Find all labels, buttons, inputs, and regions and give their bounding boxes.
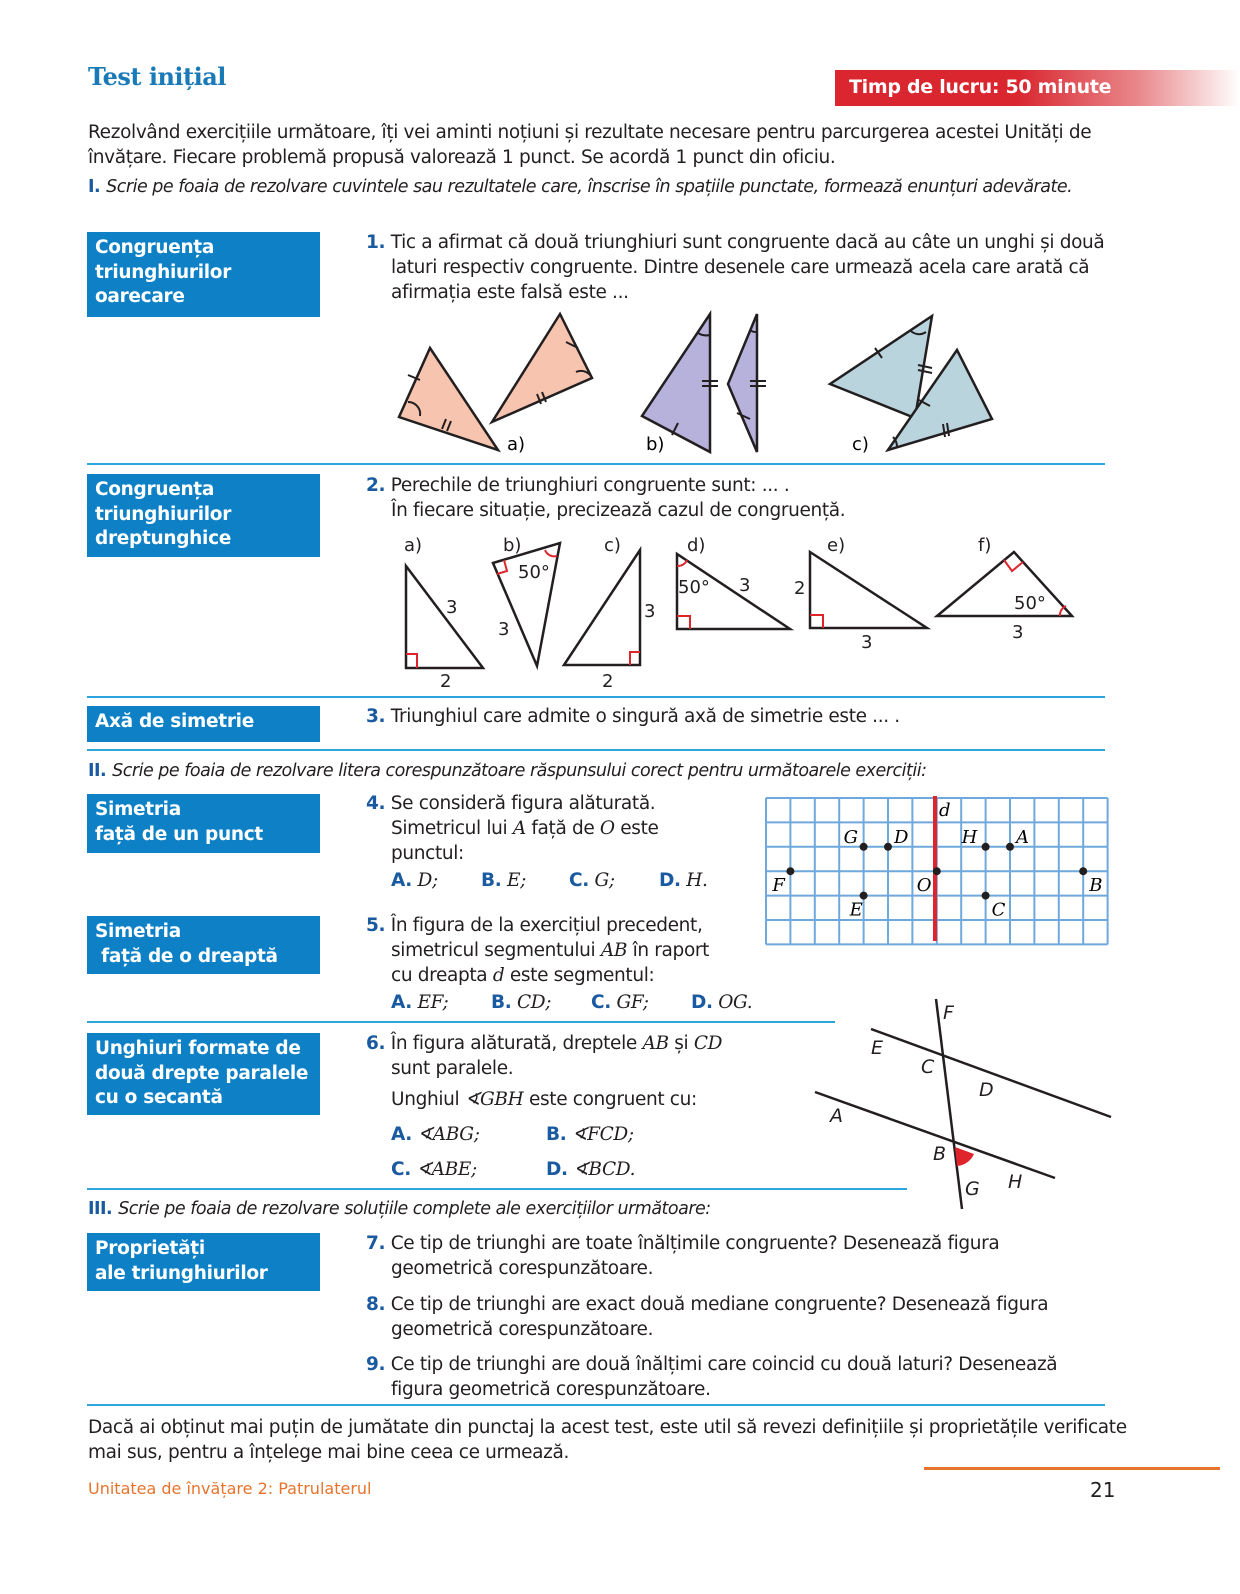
- grid-point-label-E: E: [849, 899, 863, 921]
- axis-label-d: d: [939, 800, 951, 821]
- svg-text:D: D: [979, 1079, 994, 1101]
- question-6: 6. În figura alăturată, dreptele AB și CD sunt paralele. Unghiul ∢GBH este congruent cu: A. ∢ABG; B. ∢FCD; C. ∢ABE; D. ∢BCD.: [366, 1033, 723, 1180]
- grid-figure: [764, 796, 1109, 946]
- grid-point-label-C: C: [991, 899, 1006, 921]
- q6-option-b[interactable]: B. ∢FCD;: [546, 1124, 634, 1145]
- divider: [87, 749, 1105, 751]
- figure-label-c: c): [604, 535, 621, 556]
- question-5: 5. În figura de la exercițiul precedent, simetricul segmentului AB în raport cu dreapta d este segmentul: A. EF; B. CD; C. GF; D. OG.: [366, 915, 753, 1013]
- q4-option-a[interactable]: A. D;: [391, 870, 438, 891]
- svg-text:2: 2: [440, 671, 452, 692]
- svg-text:3: 3: [861, 632, 873, 653]
- question-8: 8. Ce tip de triunghi are exact două mediane congruente? Desenează figura geometrică corespunzătoare.: [366, 1294, 1049, 1340]
- line-cd: [871, 1029, 1111, 1117]
- grid-point-O: [933, 867, 941, 875]
- q4-option-c[interactable]: C. G;: [569, 870, 615, 891]
- divider: [87, 1021, 835, 1023]
- q5-option-a[interactable]: A. EF;: [391, 992, 449, 1013]
- question-7: 7. Ce tip de triunghi are toate înălțimile congruente? Desenează figura geometrică corespunzătoare.: [366, 1233, 1000, 1279]
- section-numeral: I.: [88, 177, 101, 197]
- divider: [87, 1404, 1105, 1406]
- footer-rule: [924, 1467, 1220, 1470]
- grid-point-label-G: G: [843, 826, 858, 848]
- grid-point-H: [982, 843, 990, 851]
- grid-point-label-H: H: [961, 826, 978, 848]
- q5-option-d[interactable]: D. OG.: [691, 992, 753, 1013]
- angle-gbh-mark: [955, 1147, 974, 1166]
- grid-point-label-B: B: [1089, 875, 1103, 897]
- divider: [87, 1188, 907, 1190]
- figure-label-b: b): [646, 434, 665, 455]
- figure-label-e: e): [827, 535, 846, 556]
- question-4: 4. Se consideră figura alăturată. Simetricul lui A față de O este punctul: A. D; B. E; C. G; D. H.: [366, 793, 708, 891]
- svg-text:3: 3: [498, 619, 510, 640]
- svg-text:2: 2: [794, 578, 806, 599]
- grid-point-A: [1006, 843, 1014, 851]
- figure-label-a: a): [404, 535, 423, 556]
- question-2: 2. Perechile de triunghiuri congruente sunt: ... . În fiecare situație, precizează cazul de congruență.: [366, 475, 846, 521]
- figure-label-d: d): [687, 535, 706, 556]
- topic-tag-triangle-properties: Proprietăți ale triunghiurilor: [87, 1233, 320, 1291]
- q4-option-d[interactable]: D. H.: [659, 870, 708, 891]
- grid-point-label-D: D: [894, 826, 909, 848]
- svg-text:H: H: [1008, 1171, 1023, 1193]
- right-angle-marks: [406, 550, 1066, 668]
- grid-point-label-O: O: [916, 875, 932, 897]
- section-1-instruction: I. Scrie pe foaia de rezolvare cuvintele sau rezultatele care, înscrise în spațiile punctate, formează enunțuri adevărate.: [88, 177, 1073, 197]
- topic-tag-symmetry-axis: Axă de simetrie: [87, 706, 320, 742]
- divider: [87, 696, 1105, 698]
- figure-label-b: b): [503, 535, 522, 556]
- svg-text:3: 3: [739, 575, 751, 596]
- figure-label-f: f): [978, 535, 992, 556]
- topic-tag-congruence-right: Congruența triunghiurilor dreptunghice: [87, 474, 320, 557]
- intro-text: Rezolvând exercițiile următoare, îți vei aminti noțiuni și rezultate necesare pentru parcurgerea acestei Unități de învățare. Fiecare problemă propusă valorează 1 punct. Se acordă 1 punct din oficiu.: [88, 122, 1092, 168]
- page-number: 21: [1090, 1478, 1116, 1502]
- section-2-instruction: II. Scrie pe foaia de rezolvare litera corespunzătoare răspunsului corect pentru următoarele exerciții:: [88, 761, 927, 781]
- grid-point-C: [982, 892, 990, 900]
- closing-note: Dacă ai obținut mai puțin de jumătate din punctaj la acest test, este util să revezi definițiile și proprietățile verificate mai sus, pentru a înțelege mai bine ceea ce urmează.: [88, 1417, 1127, 1463]
- svg-text:C: C: [921, 1056, 935, 1078]
- svg-text:A: A: [830, 1105, 843, 1127]
- grid-point-D: [884, 843, 892, 851]
- divider: [87, 463, 1105, 465]
- figure-a: [399, 314, 592, 450]
- topic-tag-point-symmetry: Simetria față de un punct: [87, 794, 320, 853]
- figure-label-a: a): [507, 434, 526, 455]
- time-badge: [835, 70, 1240, 106]
- grid-point-B: [1079, 867, 1087, 875]
- q5-option-b[interactable]: B. CD;: [491, 992, 552, 1013]
- svg-text:G: G: [965, 1178, 980, 1200]
- q6-option-a[interactable]: A. ∢ABG;: [391, 1124, 480, 1145]
- figure-label-c: c): [852, 434, 869, 455]
- grid-point-F: [786, 867, 794, 875]
- page-title: Test inițial: [88, 62, 226, 91]
- parallel-lines-figure: [805, 995, 1120, 1215]
- q2-figures: [390, 530, 1090, 695]
- svg-text:3: 3: [446, 597, 458, 618]
- question-9: 9. Ce tip de triunghi are două înălțimi care coincid cu două laturi? Desenează figura geometrică corespunzătoare.: [366, 1354, 1058, 1400]
- grid-point-E: [860, 892, 868, 900]
- figure-c: [830, 316, 992, 450]
- triangle-c: [564, 550, 640, 665]
- q1-figures: [380, 300, 1010, 460]
- grid-point-label-A: A: [1016, 826, 1029, 848]
- svg-text:F: F: [943, 1002, 954, 1024]
- q6-option-c[interactable]: C. ∢ABE;: [391, 1159, 477, 1180]
- svg-text:50°: 50°: [1014, 593, 1046, 614]
- grid-point-G: [860, 843, 868, 851]
- grid-point-label-F: F: [772, 875, 785, 897]
- svg-text:3: 3: [644, 601, 656, 622]
- footer-unit: Unitatea de învățare 2: Patrulaterul: [88, 1479, 372, 1498]
- transversal: [936, 999, 962, 1209]
- topic-tag-line-symmetry: Simetria față de o dreaptă: [87, 916, 320, 974]
- svg-text:B: B: [933, 1143, 947, 1165]
- question-1: 1. Tic a afirmat că două triunghiuri sunt congruente dacă au câte un unghi și două laturi respectiv congruente. Dintre desenele care urmează acela care arată că afirmația este falsă este ...: [366, 232, 1105, 303]
- q6-option-d[interactable]: D. ∢BCD.: [546, 1159, 636, 1180]
- svg-text:3: 3: [1012, 622, 1024, 643]
- topic-tag-congruence-general: Congruența triunghiurilor oarecare: [87, 232, 320, 317]
- svg-text:50°: 50°: [678, 577, 710, 598]
- topic-tag-parallel-lines-angles: Unghiuri formate de două drepte paralele cu o secantă: [87, 1033, 320, 1115]
- svg-text:2: 2: [602, 671, 614, 692]
- question-3: 3. Triunghiul care admite o singură axă de simetrie este ... .: [366, 706, 900, 727]
- q4-option-b[interactable]: B. E;: [481, 870, 527, 891]
- time-badge-label: Timp de lucru: 50 minute: [849, 76, 1112, 98]
- line-ab: [815, 1092, 1055, 1178]
- svg-text:50°: 50°: [518, 562, 550, 583]
- triangle-a: [406, 566, 483, 668]
- triangle-e: [810, 552, 927, 628]
- svg-text:E: E: [871, 1037, 884, 1059]
- q5-option-c[interactable]: C. GF;: [591, 992, 649, 1013]
- section-3-instruction: III. Scrie pe foaia de rezolvare soluțiile complete ale exercițiilor următoare:: [88, 1199, 711, 1219]
